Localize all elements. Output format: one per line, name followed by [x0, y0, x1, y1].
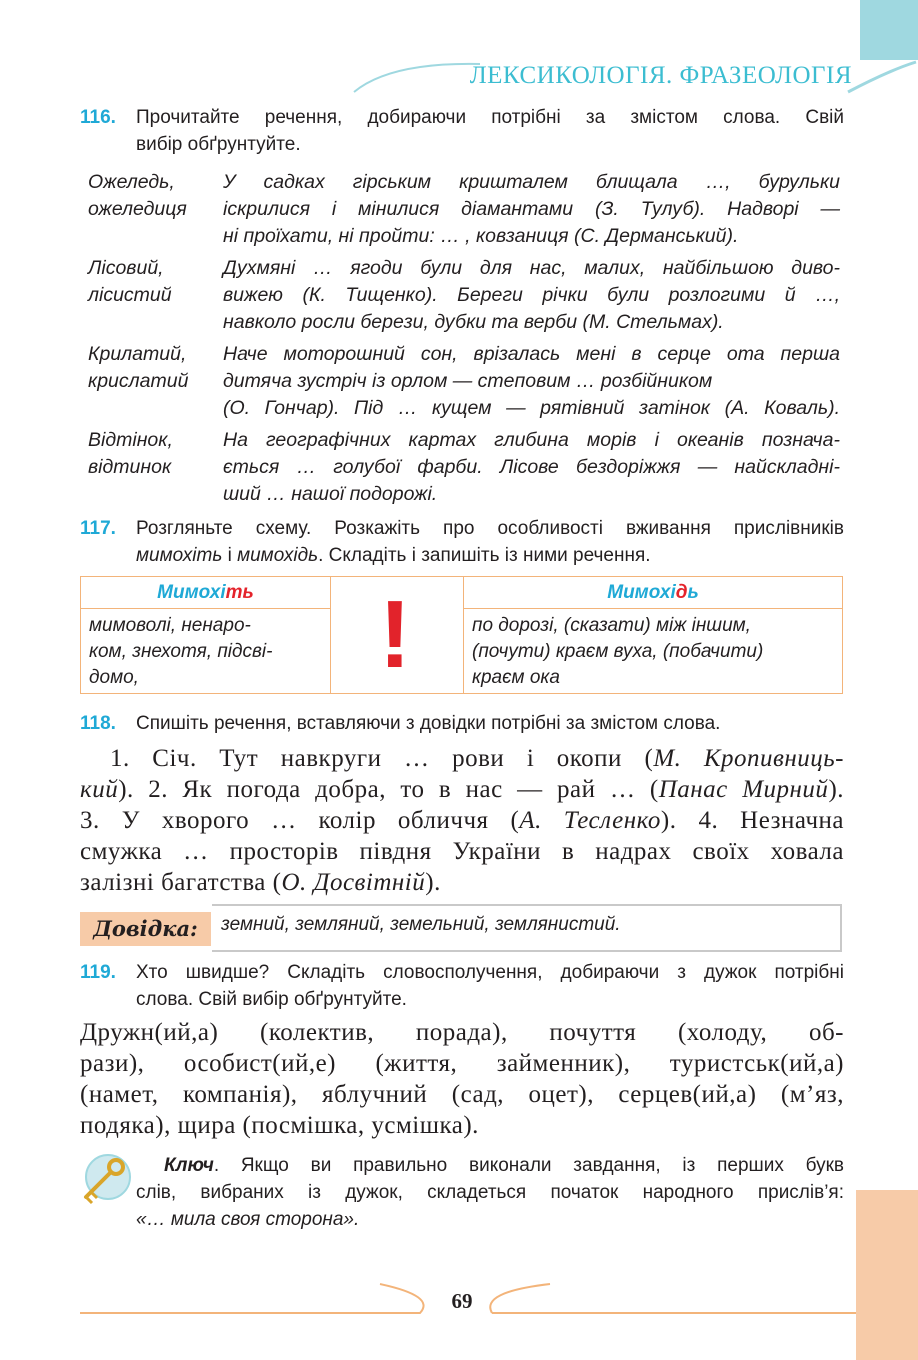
- sentence-line: ні проїхати, ні пройти: … , ковзаниця (С. Дерманський).: [223, 225, 739, 247]
- example-sentences: [223, 427, 840, 508]
- exercise-number-116: 116.: [80, 107, 116, 128]
- text-line: залізні багатства (О. Досвітній).: [80, 869, 441, 896]
- exercise-118-task: Спишіть речення, вставляючи з довідки потрібні за змістом слова.: [136, 713, 721, 734]
- example-sentences: [223, 255, 840, 336]
- sentence-line: ється … голубої фарби. Лісове бездоріжжя — найскладні-: [223, 456, 840, 478]
- sentence-line: Наче моторошний сон, врізалась мені в серце ота перша: [223, 343, 840, 365]
- corner-tab-decoration: [860, 0, 918, 60]
- exercise-117-task: [136, 515, 844, 569]
- text-line: смужка … просторів півдня України в надрах своїх ховала: [80, 838, 844, 865]
- key-line: слів, вибраних із дужок, складеться початок народного прислів’я:: [136, 1182, 844, 1203]
- task-line: вибір обґрунтуйте.: [136, 134, 301, 155]
- scheme-line: ком, знехотя, підсві-: [89, 641, 273, 662]
- scheme-line: домо,: [89, 667, 139, 688]
- page-number: 69: [451, 1289, 473, 1313]
- sentence-line: ший … нашої подорожі.: [223, 483, 438, 505]
- sentence-line: дитяча зустріч із орлом — степовим … розбійником: [223, 370, 713, 392]
- key-hint: [136, 1152, 844, 1233]
- word-pair: [88, 427, 218, 481]
- exclamation-mark-icon: !: [379, 581, 411, 688]
- scheme-body-mymokhit: [80, 608, 331, 694]
- scheme-center-cell: [330, 576, 464, 694]
- text-line: 3. У хворого … колір обличчя (А. Тесленко). 4. Незначна: [80, 807, 844, 834]
- word-option: Лісовий,: [88, 257, 164, 279]
- sentence-line: іскрилися і мінилися діамантами (З. Тулуб). Надворі —: [223, 198, 840, 220]
- scheme-line: (почути) краєм вуха, (побачити): [472, 641, 764, 662]
- word-pair-row: [88, 169, 840, 250]
- word-pair: [88, 255, 218, 309]
- example-sentences: [223, 169, 840, 250]
- word-pair-row: [88, 341, 840, 422]
- section-header-title: ЛЕКСИКОЛОГІЯ. ФРАЗЕОЛОГІЯ: [469, 62, 852, 89]
- task-line: слова. Свій вибір обґрунтуйте.: [136, 989, 407, 1010]
- task-line: мимохіть і мимохідь. Складіть і запишіть із ними речення.: [136, 545, 651, 566]
- key-icon: [78, 1153, 132, 1205]
- sentence-line: Духмяні … ягоди були для нас, малих, найбільшою диво-: [223, 257, 840, 279]
- exercise-number-117: 117.: [80, 518, 116, 539]
- word-pair-row: [88, 255, 840, 336]
- sentence-line: вижею (К. Тищенко). Береги річки були розлогими й …,: [223, 284, 840, 306]
- sentence-line: (О. Гончар). Під … кущем — рятівний затінок (А. Коваль).: [223, 397, 840, 419]
- exercise-number-118: 118.: [80, 713, 116, 734]
- exercise-116-task: [136, 104, 844, 158]
- scheme-line: краєм ока: [472, 667, 560, 688]
- word-pair-row: [88, 427, 840, 508]
- exercise-119-text: [80, 1017, 844, 1141]
- text-line: (намет, компанія), яблучний (сад, оцет), серцев(ий,а) (м’яз,: [80, 1081, 844, 1108]
- sentence-line: На географічних картах глибина морів і океанів познача-: [223, 429, 840, 451]
- corner-tab-decoration: [856, 1190, 918, 1360]
- task-line: Прочитайте речення, добираючи потрібні за змістом слова. Свій: [136, 107, 844, 128]
- word-option: відтинок: [88, 456, 172, 478]
- adverb-scheme-table: [80, 576, 843, 694]
- scheme-head-mymokhit: Мимохіть: [80, 576, 331, 609]
- reference-label: Довідка:: [80, 912, 211, 946]
- exercise-number-119: 119.: [80, 962, 116, 983]
- text-line: 1. Січ. Тут навкруги … рови і окопи (М. Кропивниць-: [110, 745, 844, 772]
- scheme-head-mymokhid: Мимохідь: [463, 576, 843, 609]
- sentence-line: У садках гірським кришталем блищала …, бурульки: [223, 171, 840, 193]
- word-pair: [88, 169, 218, 223]
- word-option: Відтінок,: [88, 429, 173, 451]
- reference-words: земний, земляний, земельний, землянистий.: [221, 914, 621, 935]
- sentence-line: навколо росли берези, дубки та верби (М. Стельмах).: [223, 311, 724, 333]
- text-line: Дружн(ий,а) (колектив, порада), почуття (холоду, об-: [80, 1019, 844, 1046]
- key-line: «… мила своя сторона».: [136, 1209, 360, 1230]
- scheme-line: мимоволі, ненаро-: [89, 615, 251, 636]
- key-line: Ключ. Якщо ви правильно виконали завдання, із перших букв: [164, 1155, 844, 1176]
- word-option: ожеледиця: [88, 198, 187, 220]
- word-option: Ожеледь,: [88, 171, 175, 193]
- text-line: рази), особист(ий,е) (життя, займенник), туристськ(ий,а): [80, 1050, 844, 1077]
- task-line: Хто швидше? Складіть словосполучення, добираючи з дужок потрібні: [136, 962, 844, 983]
- exercise-119-task: [136, 959, 844, 1013]
- example-sentences: [223, 341, 840, 422]
- word-option: лісистий: [88, 284, 172, 306]
- task-line: Розгляньте схему. Розкажіть про особливості вживання прислівників: [136, 518, 844, 539]
- word-pair: [88, 341, 218, 395]
- word-option: крислатий: [88, 370, 189, 392]
- scheme-line: по дорозі, (сказати) між іншим,: [472, 615, 751, 636]
- exercise-118-text: [80, 743, 844, 898]
- text-line: подяка), щира (посмішка, усмішка).: [80, 1112, 479, 1139]
- word-option: Крилатий,: [88, 343, 187, 365]
- scheme-body-mymokhid: [463, 608, 843, 694]
- text-line: кий). 2. Як погода добра, то в нас — рай … (Панас Мирний).: [80, 776, 845, 803]
